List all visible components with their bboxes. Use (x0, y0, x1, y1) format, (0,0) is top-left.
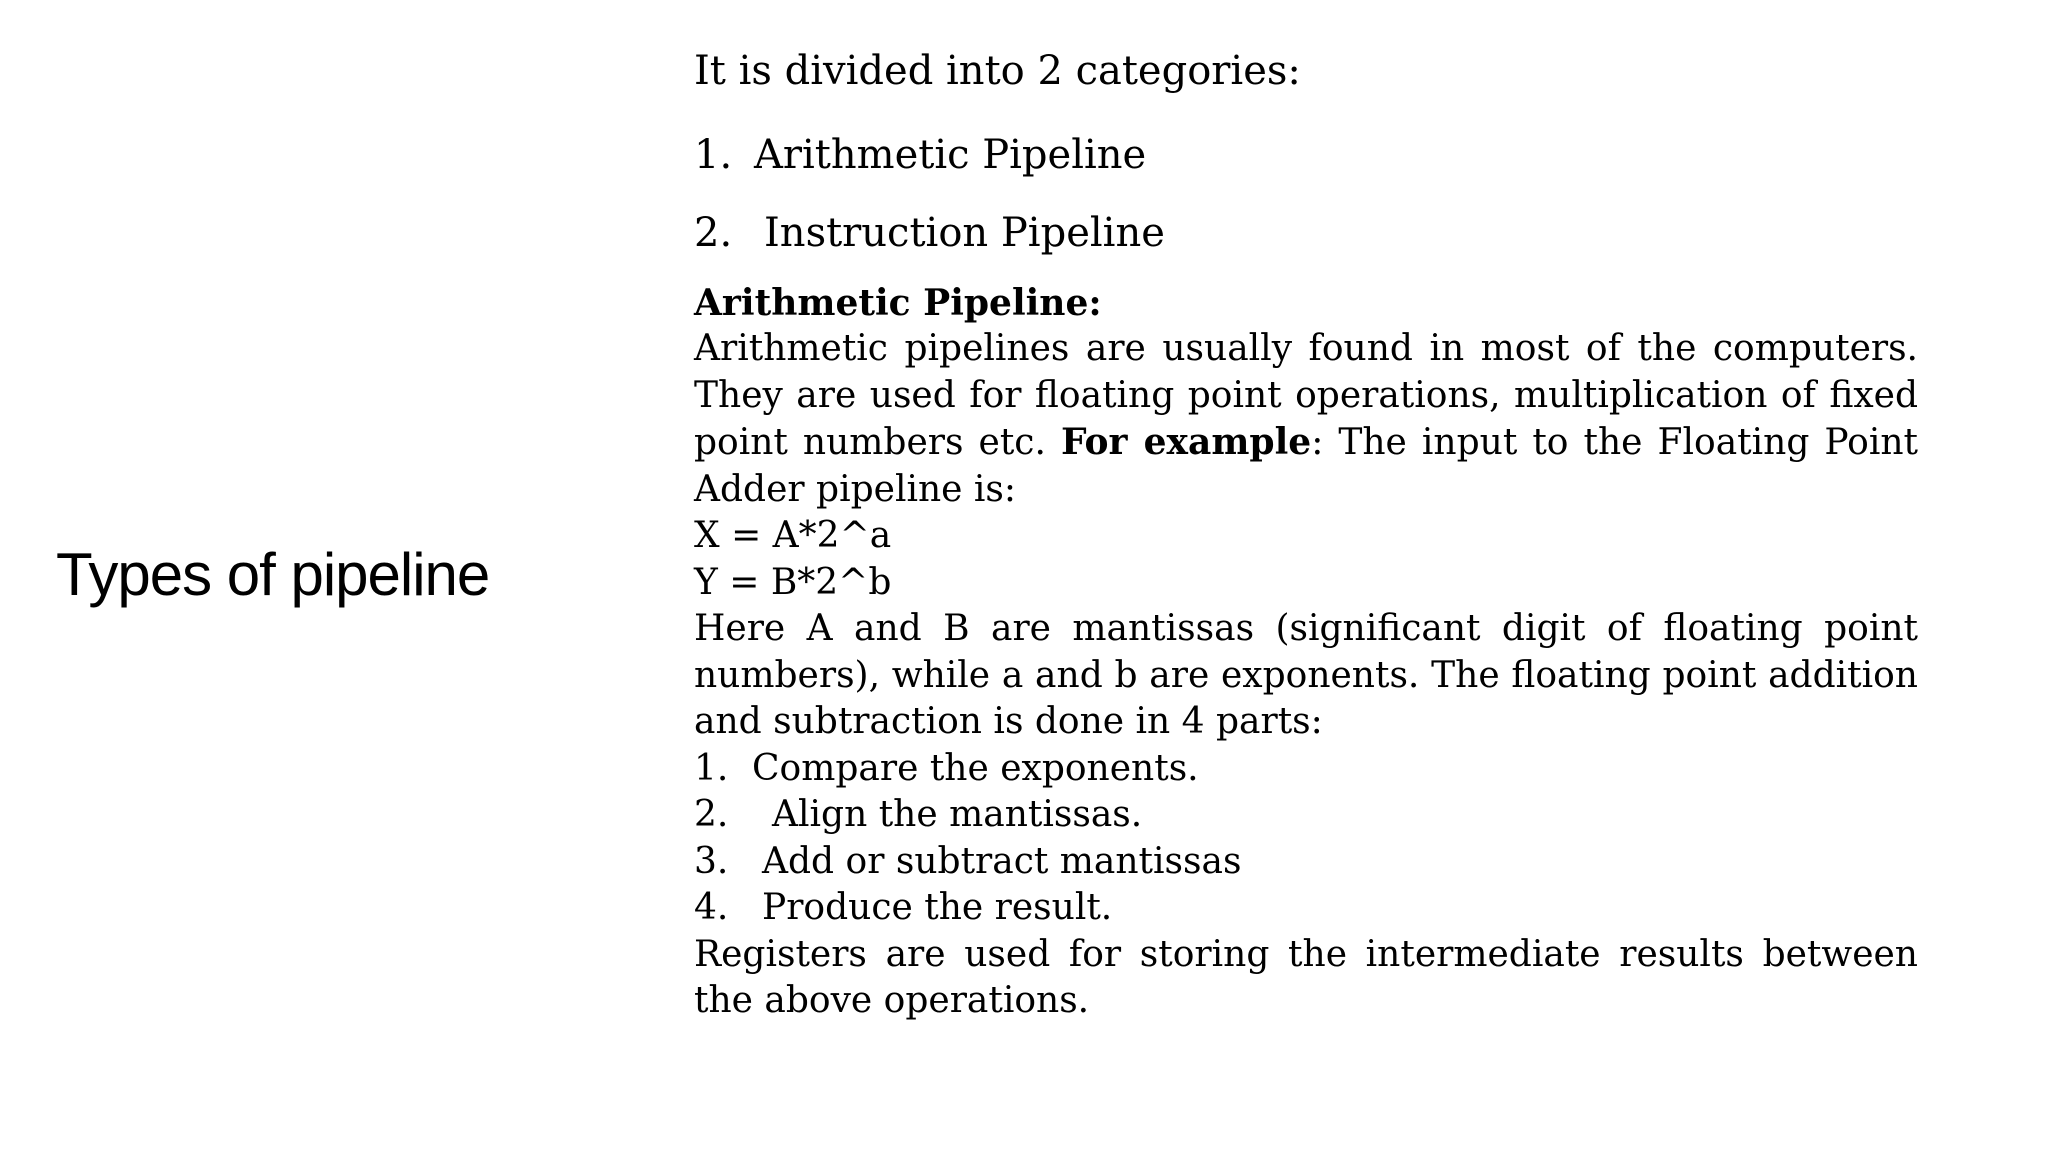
section-heading: Arithmetic Pipeline: (694, 282, 1102, 324)
slide-title: Types of pipeline (56, 541, 490, 608)
intro-line: It is divided into 2 categories: (694, 48, 1301, 94)
step-label: Compare the exponents. (752, 747, 1199, 789)
step-item (694, 839, 1918, 886)
paragraph-mantissas: Here A and B are mantissas (significant digit of floating point numbers), while a and b are exponents. The floating point addition and subtraction is done in 4 parts: (694, 608, 1918, 742)
step-number: 1. (694, 747, 729, 789)
content-body (694, 42, 1918, 1025)
step-item (694, 885, 1918, 932)
step-label: Produce the result. (762, 887, 1113, 928)
step-item (694, 792, 1918, 839)
step-label: Add or subtract mantissas (762, 840, 1242, 882)
paragraph-text: : The input to the Floating Point Adder pipeline is: (694, 422, 1919, 510)
category-item (694, 194, 1918, 272)
category-label: Arithmetic Pipeline (754, 132, 1147, 178)
step-number: 3. (694, 840, 729, 882)
category-label: Instruction Pipeline (764, 210, 1165, 256)
formula-y: Y = B*2^b (694, 561, 892, 603)
step-label: Align the mantissas. (772, 794, 1143, 835)
step-item (694, 746, 1918, 793)
formula-x: X = A*2^a (694, 515, 892, 556)
paragraph-text: Arithmetic pipelines are usually found in most of the computers. They are used for floating point operations, multiplication of fixed point numbers etc. (694, 328, 1918, 463)
paragraph-arithmetic-intro (694, 326, 1918, 513)
category-number: 1. (694, 132, 733, 178)
paragraph-registers: Registers are used for storing the intermediate results between the above operations. (694, 933, 1918, 1021)
step-number: 4. (694, 887, 729, 928)
paragraph-bold-text: For example (1060, 421, 1312, 463)
category-item (694, 116, 1918, 194)
category-number: 2. (694, 210, 733, 256)
step-number: 2. (694, 794, 729, 835)
